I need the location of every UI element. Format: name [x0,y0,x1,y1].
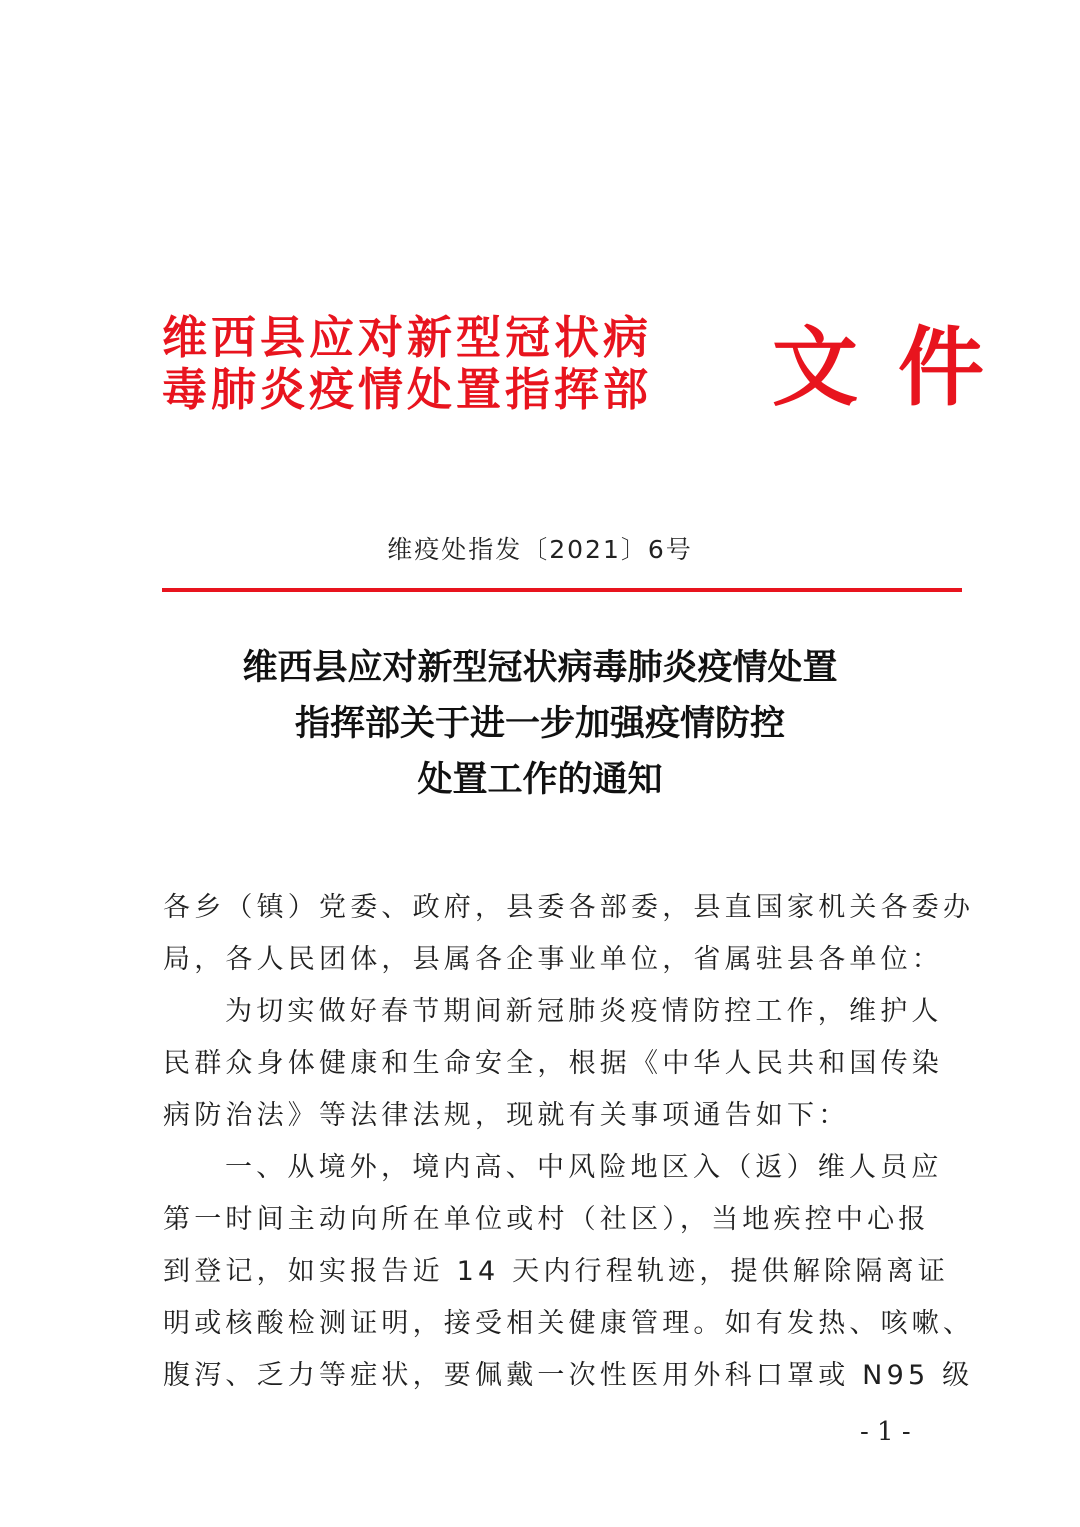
body-line: 一、从境外，境内高、中风险地区入（返）维人员应 [225,1152,943,1183]
title-line-3: 处置工作的通知 [417,759,663,800]
body-line: 到登记，如实报告近 14 天内行程轨迹，提供解除隔离证 [163,1256,949,1287]
masthead-organization [162,312,762,416]
masthead-document-word: 文件 [772,317,1024,418]
body-line: 第一时间主动向所在单位或村（社区），当地疾控中心报 [163,1204,930,1235]
body-line: 腹泻、乏力等症状，要佩戴一次性医用外科口罩或 N95 级 [163,1360,974,1391]
masthead-org-line-2: 毒肺炎疫情处置指挥部 [162,363,653,416]
body-line: 为切实做好春节期间新冠肺炎疫情防控工作，维护人 [225,996,943,1027]
red-divider-line [162,588,962,592]
body-line: 局，各人民团体，县属各企事业单位，省属驻县各单位： [163,944,943,975]
title-line-2: 指挥部关于进一步加强疫情防控 [294,703,785,744]
red-masthead [162,311,1024,422]
document-title [0,640,1080,808]
document-number: 维疫处指发〔2021〕6号 [387,535,693,564]
masthead-org-line-1: 维西县应对新型冠状病 [162,311,653,364]
body-line: 病防治法》等法律法规，现就有关事项通告如下： [163,1100,850,1131]
body-line: 民群众身体健康和生命安全，根据《中华人民共和国传染 [163,1048,943,1079]
body-line: 明或核酸检测证明，接受相关健康管理。如有发热、咳嗽、 [163,1308,975,1339]
title-line-1: 维西县应对新型冠状病毒肺炎疫情处置 [242,647,838,688]
document-body [163,882,975,1402]
page-number: - 1 - [860,1417,911,1447]
body-line: 各乡（镇）党委、政府，县委各部委，县直国家机关各委办 [163,892,975,923]
